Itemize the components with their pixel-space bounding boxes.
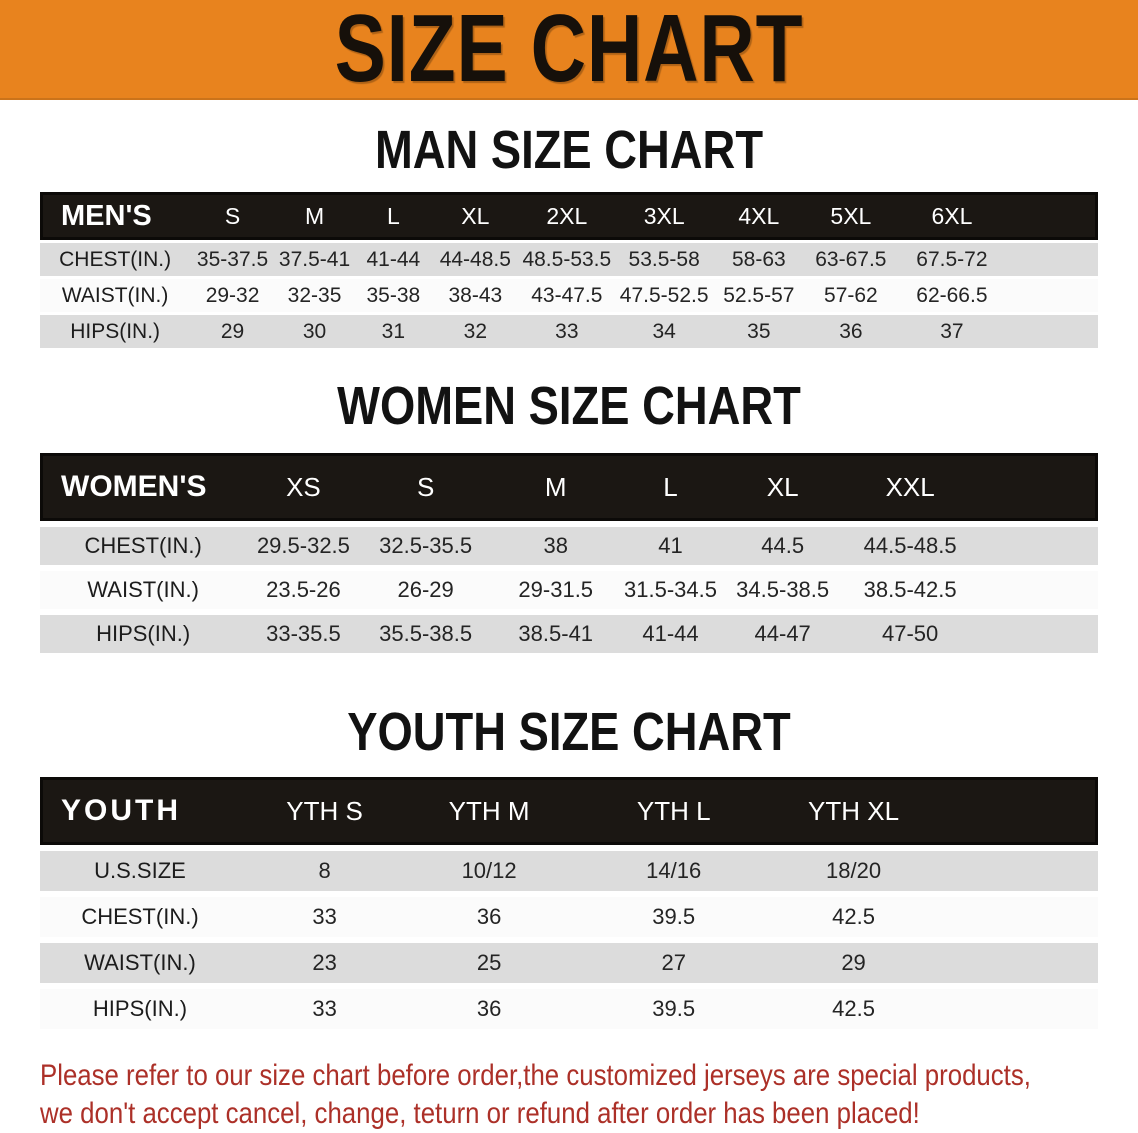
size-value-cell: 33 [518, 315, 615, 348]
disclaimer-line-2: we don't accept cancel, change, teturn or refund after order has been placed! [40, 1097, 920, 1130]
size-value-cell: 31 [354, 315, 432, 348]
size-value-cell: 25 [409, 943, 569, 983]
measurement-label: HIPS(IN.) [40, 989, 240, 1029]
disclaimer-note [40, 1057, 1138, 1133]
size-value-cell: 37 [897, 315, 1007, 348]
measurement-label: HIPS(IN.) [40, 615, 246, 653]
size-value-cell: 67.5-72 [897, 243, 1007, 276]
size-value-cell: 14/16 [569, 851, 778, 891]
size-column-header: M [275, 192, 354, 240]
size-value-cell: 32.5-35.5 [361, 527, 491, 565]
row-filler [1007, 315, 1098, 348]
size-value-cell: 34.5-38.5 [720, 571, 845, 609]
size-value-cell: 23 [240, 943, 409, 983]
size-value-cell: 41-44 [354, 243, 432, 276]
youth-size-table [40, 771, 1098, 1035]
size-value-cell: 30 [275, 315, 354, 348]
row-filler [1007, 279, 1098, 312]
size-value-cell: 35 [713, 315, 805, 348]
womens-heading-text: WOMEN SIZE CHART [337, 376, 801, 436]
youth-heading-text: YOUTH SIZE CHART [347, 702, 791, 762]
size-column-header: 5XL [805, 192, 897, 240]
size-column-header: S [190, 192, 275, 240]
size-column-header: XXL [845, 453, 975, 521]
size-value-cell: 26-29 [361, 571, 491, 609]
size-column-header: M [491, 453, 621, 521]
size-value-cell: 8 [240, 851, 409, 891]
size-value-cell: 36 [409, 989, 569, 1029]
size-value-cell: 37.5-41 [275, 243, 354, 276]
size-column-header: YTH XL [778, 777, 928, 845]
measurement-label: HIPS(IN.) [40, 315, 190, 348]
measurement-label: WAIST(IN.) [40, 571, 246, 609]
header-filler [929, 777, 1098, 845]
size-value-cell: 42.5 [778, 989, 928, 1029]
size-value-cell: 31.5-34.5 [621, 571, 720, 609]
size-value-cell: 43-47.5 [518, 279, 615, 312]
size-column-header: 2XL [518, 192, 615, 240]
banner-title: SIZE CHART [334, 0, 804, 102]
disclaimer-line-1: Please refer to our size chart before order,the customized jerseys are special products, [40, 1059, 1031, 1092]
size-value-cell: 35-38 [354, 279, 432, 312]
measurement-row [40, 571, 1098, 609]
row-filler [1007, 243, 1098, 276]
size-value-cell: 34 [616, 315, 713, 348]
size-value-cell: 44-47 [720, 615, 845, 653]
womens-header-row [40, 453, 1098, 521]
size-value-cell: 29.5-32.5 [246, 527, 360, 565]
row-filler [975, 615, 1098, 653]
size-value-cell: 41-44 [621, 615, 720, 653]
measurement-label: WAIST(IN.) [40, 943, 240, 983]
row-filler [975, 527, 1098, 565]
size-value-cell: 39.5 [569, 897, 778, 937]
header-filler [1007, 192, 1098, 240]
size-value-cell: 63-67.5 [805, 243, 897, 276]
measurement-row [40, 527, 1098, 565]
size-value-cell: 38.5-41 [491, 615, 621, 653]
size-chart-banner [0, 0, 1138, 100]
row-filler [929, 943, 1098, 983]
measurement-label: WAIST(IN.) [40, 279, 190, 312]
size-value-cell: 62-66.5 [897, 279, 1007, 312]
size-value-cell: 32 [432, 315, 518, 348]
size-column-header: XS [246, 453, 360, 521]
measurement-label: CHEST(IN.) [40, 527, 246, 565]
size-column-header: 6XL [897, 192, 1007, 240]
size-value-cell: 23.5-26 [246, 571, 360, 609]
size-column-header: YTH L [569, 777, 778, 845]
youth-header-row [40, 777, 1098, 845]
size-column-header: YTH S [240, 777, 409, 845]
size-value-cell: 52.5-57 [713, 279, 805, 312]
size-value-cell: 35-37.5 [190, 243, 275, 276]
mens-heading-text: MAN SIZE CHART [374, 120, 764, 180]
size-value-cell: 36 [409, 897, 569, 937]
size-value-cell: 47-50 [845, 615, 975, 653]
size-value-cell: 29-32 [190, 279, 275, 312]
size-value-cell: 44.5-48.5 [845, 527, 975, 565]
measurement-row [40, 989, 1098, 1029]
measurement-row [40, 279, 1098, 312]
measurement-row [40, 315, 1098, 348]
size-column-header: YTH M [409, 777, 569, 845]
measurement-row [40, 897, 1098, 937]
womens-section-heading [0, 376, 1138, 436]
size-value-cell: 27 [569, 943, 778, 983]
size-column-header: XL [720, 453, 845, 521]
size-value-cell: 44.5 [720, 527, 845, 565]
size-value-cell: 53.5-58 [616, 243, 713, 276]
row-filler [975, 571, 1098, 609]
size-value-cell: 38 [491, 527, 621, 565]
size-value-cell: 48.5-53.5 [518, 243, 615, 276]
size-value-cell: 29 [778, 943, 928, 983]
measurement-row [40, 851, 1098, 891]
size-value-cell: 38-43 [432, 279, 518, 312]
table-group-label: YOUTH [40, 777, 240, 845]
size-value-cell: 33 [240, 897, 409, 937]
size-column-header: L [354, 192, 432, 240]
mens-section-heading [0, 120, 1138, 180]
size-value-cell: 29-31.5 [491, 571, 621, 609]
size-column-header: L [621, 453, 720, 521]
size-column-header: 4XL [713, 192, 805, 240]
header-filler [975, 453, 1098, 521]
mens-size-table [40, 189, 1098, 351]
size-column-header: XL [432, 192, 518, 240]
size-value-cell: 58-63 [713, 243, 805, 276]
size-value-cell: 39.5 [569, 989, 778, 1029]
table-group-label: MEN'S [40, 192, 190, 240]
measurement-row [40, 943, 1098, 983]
size-value-cell: 18/20 [778, 851, 928, 891]
size-value-cell: 10/12 [409, 851, 569, 891]
mens-header-row [40, 192, 1098, 240]
size-value-cell: 29 [190, 315, 275, 348]
measurement-label: U.S.SIZE [40, 851, 240, 891]
womens-size-table [40, 447, 1098, 659]
size-value-cell: 35.5-38.5 [361, 615, 491, 653]
measurement-row [40, 243, 1098, 276]
row-filler [929, 989, 1098, 1029]
size-value-cell: 57-62 [805, 279, 897, 312]
size-value-cell: 32-35 [275, 279, 354, 312]
size-value-cell: 36 [805, 315, 897, 348]
measurement-row [40, 615, 1098, 653]
size-value-cell: 44-48.5 [432, 243, 518, 276]
row-filler [929, 851, 1098, 891]
measurement-label: CHEST(IN.) [40, 897, 240, 937]
size-value-cell: 47.5-52.5 [616, 279, 713, 312]
table-group-label: WOMEN'S [40, 453, 246, 521]
size-column-header: 3XL [616, 192, 713, 240]
measurement-label: CHEST(IN.) [40, 243, 190, 276]
size-value-cell: 41 [621, 527, 720, 565]
size-column-header: S [361, 453, 491, 521]
size-value-cell: 33 [240, 989, 409, 1029]
size-value-cell: 38.5-42.5 [845, 571, 975, 609]
row-filler [929, 897, 1098, 937]
size-value-cell: 33-35.5 [246, 615, 360, 653]
size-value-cell: 42.5 [778, 897, 928, 937]
youth-section-heading [0, 702, 1138, 762]
